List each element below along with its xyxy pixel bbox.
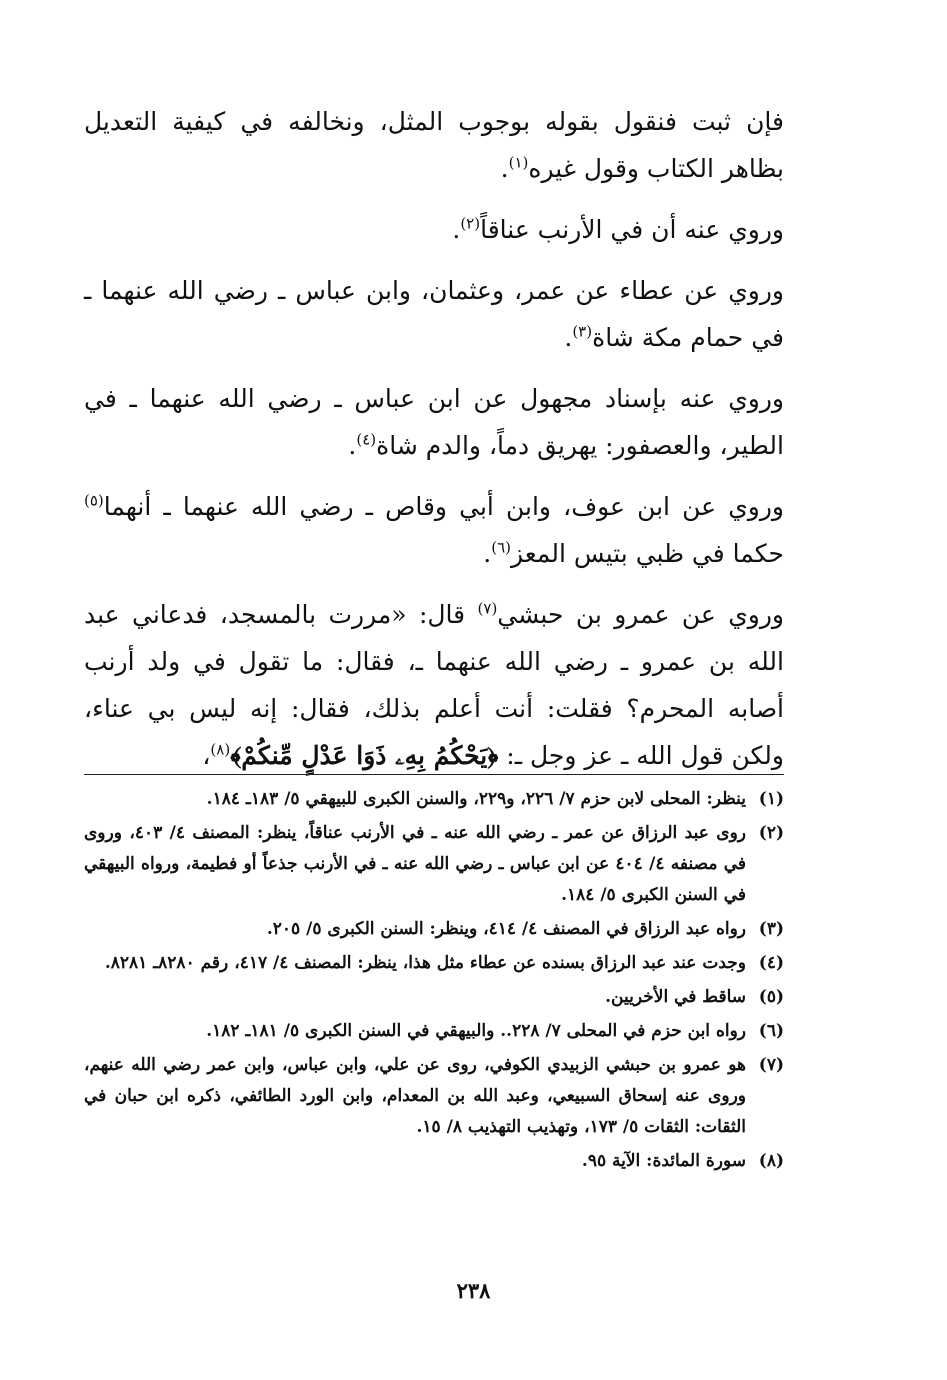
footnote-text: رواه عبد الرزاق في المصنف ٤/ ٤١٤، وينظر: السنن الكبرى ٥/ ٢٠٥. (266, 919, 746, 939)
footnote-ref-6: (٦) (491, 538, 512, 557)
footnote-text: ساقط في الأخريين. (605, 987, 746, 1007)
footnote-text: وجدت عند عبد الرزاق بسنده عن عطاء مثل هذا، ينظر: المصنف ٤/ ٤١٧، رقم ٨٢٨٠ـ ٨٢٨١. (104, 953, 746, 973)
footnote-5 (84, 982, 784, 1013)
page-number: ٢٣٨ (456, 1278, 491, 1303)
footnote-text: هو عمرو بن حبشي الزبيدي الكوفي، روى عن علي، وابن عباس، وابن عمر رضي الله عنهم، وروى عنه إسحاق السبيعي، وعبد الله بن المعدام، وابن الورد الطائفي، ذكره ابن حبان في الثقات: الثقات ٥/ ١٧٣، وتهذيب التهذيب ٨/ ١٥. (84, 1055, 746, 1137)
footnote-8 (84, 1146, 784, 1177)
footnote-ref-7: (٧) (477, 599, 498, 618)
footnote-1 (84, 784, 784, 815)
footnote-2 (84, 818, 784, 911)
footnote-ref-5: (٥) (84, 491, 104, 510)
paragraph-2: وروي عنه أن في الأرنب عناقاً$^{(٢)}$. (452, 214, 784, 244)
footnote-number: (٨) (758, 1151, 784, 1171)
footnote-4 (84, 948, 784, 979)
footnote-ref-8: (٨) (210, 740, 231, 759)
footnote-text: رواه ابن حزم في المحلى ٧/ ٢٢٨.. والبيهقي في السنن الكبرى ٥/ ١٨١ـ ١٨٢. (206, 1021, 746, 1041)
footnote-number: (٣) (758, 919, 784, 939)
paragraph-6: وروي عن عمرو بن حبشي$^{(٧)}$ قال: «مررت بالمسجد، فدعاني عبد الله بن عمرو ـ رضي الله عنهما ـ، فقال: ما تقول في ولد أرنب أصابه المحرم؟ فقلت: أنت أعلم بذلك، فقال: إنه ليس بي عناء، ولكن قول الله ـ عز وجل ـ: ﴿يَحْكُمُ بِهِۦ ذَوَا عَدْلٍ مِّنكُمْ﴾$^{(٨)}$، (84, 599, 784, 770)
paragraph-1: فإن ثبت فنقول بقوله بوجوب المثل، ونخالفه في كيفية التعديل بظاهر الكتاب وقول غيره$^{(١)}$. (84, 107, 784, 183)
paragraph-5: وروي عن ابن عوف، وابن أبي وقاص ـ رضي الله عنهما ـ أنهما$^{(٥)}$ حكما في ظبي بتيس المعز$^{(٦)}$. (84, 491, 784, 568)
main-text (84, 98, 784, 793)
footnote-ref-3: (٣) (572, 322, 593, 341)
footnote-ref-1: (١) (508, 153, 529, 172)
footnote-number: (٤) (758, 953, 784, 973)
footnotes (84, 784, 784, 1180)
footnote-3 (84, 914, 784, 945)
paragraph-3: وروي عن عطاء عن عمر، وعثمان، وابن عباس ـ رضي الله عنهما ـ في حمام مكة شاة$^{(٣)}$. (84, 276, 784, 352)
footnote-6 (84, 1016, 784, 1047)
footnote-ref-4: (٤) (356, 430, 377, 449)
footnote-text: ينظر: المحلى لابن حزم ٧/ ٢٢٦، و٢٢٩، والسنن الكبرى للبيهقي ٥/ ١٨٣ـ ١٨٤. (206, 789, 746, 809)
footnote-text: سورة المائدة: الآية ٩٥. (581, 1151, 746, 1171)
footnote-number: (٧) (758, 1055, 784, 1075)
footnote-number: (١) (758, 789, 784, 809)
footnote-number: (٢) (758, 823, 784, 843)
footnote-text: روى عبد الرزاق عن عمر ـ رضي الله عنه ـ في الأرنب عناقاً، ينظر: المصنف ٤/ ٤٠٣، وروى في مصنفه ٤/ ٤٠٤ عن ابن عباس ـ رضي الله عنه ـ في الأرنب جذعاً أو فطيمة، ورواه البيهقي في السنن الكبرى ٥/ ١٨٤. (84, 823, 747, 905)
paragraph-4: وروي عنه بإسناد مجهول عن ابن عباس ـ رضي الله عنهما ـ في الطير، والعصفور: يهريق دماً، والدم شاة$^{(٤)}$. (84, 384, 784, 460)
footnote-7 (84, 1050, 784, 1143)
footnote-divider (84, 774, 784, 775)
quran-verse: ﴿يَحْكُمُ بِهِۦ ذَوَا عَدْلٍ مِّنكُمْ﴾ (230, 741, 499, 770)
footnote-ref-2: (٢) (460, 214, 481, 233)
footnote-number: (٦) (758, 1021, 784, 1041)
footnote-number: (٥) (758, 987, 784, 1007)
